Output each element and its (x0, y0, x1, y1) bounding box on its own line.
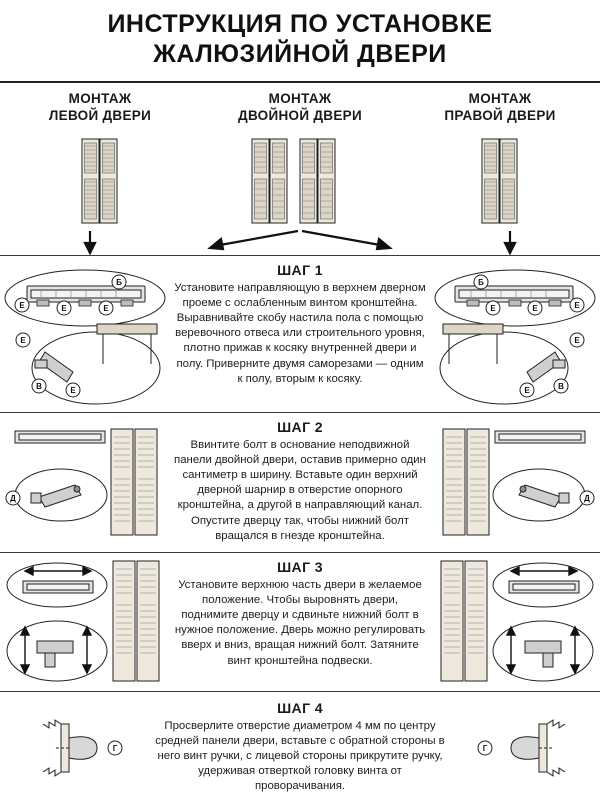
louvered-door-double-icon (240, 135, 360, 227)
step-4-text-block (150, 694, 450, 803)
step4-left-knob-icon (15, 718, 135, 778)
step-1-text: Установите направляющую в верхнем дверном проеме с ослабленным винтом кронштейна. Выравнивайте скобу настила пола с помощью веревочного отвеса или строительного уровня, плотно прижав к косяку внутренней двери и полу. Привepните двумя саморезами — одним к полу, вторым к косяку. (174, 281, 426, 385)
step-4-left-illustration (0, 718, 150, 778)
column-header-double (200, 91, 400, 125)
door-illustrations-row (0, 127, 600, 229)
step-3-left-illustration (0, 553, 170, 691)
svg-text:В: В (36, 381, 42, 391)
svg-text:Е: Е (574, 335, 580, 345)
step-1-text-block (170, 256, 430, 412)
svg-text:Е: Е (490, 303, 496, 313)
step3-right-detail-icon (431, 557, 599, 687)
svg-text:Е: Е (20, 335, 26, 345)
step-4-title: ШАГ 4 (277, 699, 323, 716)
step-3-text: Установите верхнюю часть двери в желаемое положение. Чтобы выровнять двери, поднимите дверцу и сдвиньте нижний болт в нужное положение. Дверь можно регулировать вверх и вниз, вращая нижний болт. Затяните винт кронштейна подвески. (174, 578, 426, 667)
svg-text:Г: Г (482, 744, 488, 754)
svg-text:Е: Е (103, 303, 109, 313)
step4-right-knob-icon (465, 718, 585, 778)
door-cell-right (400, 135, 600, 227)
step1-left-detail-icon (1, 260, 169, 408)
step3-left-detail-icon (1, 557, 169, 687)
column-header-right (400, 91, 600, 125)
door-cell-double (200, 135, 400, 227)
step-3-title: ШАГ 3 (277, 558, 323, 575)
title-line-1: ИНСТРУКЦИЯ ПО УСТАНОВКЕ (107, 10, 493, 38)
step-4-right-illustration (450, 718, 600, 778)
flow-arrows (0, 229, 600, 255)
step-2-text-block (170, 413, 430, 552)
svg-text:Е: Е (70, 385, 76, 395)
svg-text:Е: Е (19, 300, 25, 310)
step-2-right-illustration (430, 413, 600, 552)
column-header-left (0, 91, 200, 125)
step2-left-detail-icon (1, 423, 169, 541)
step2-right-detail-icon (431, 423, 599, 541)
column-headers (0, 83, 600, 127)
step-4 (0, 691, 600, 803)
column-header-right-line2: ПРАВОЙ ДВЕРИ (444, 107, 556, 123)
louvered-door-right-icon (464, 135, 536, 227)
step-4-text: Просверлите отверстие диаметром 4 мм по центру средней панели двери, вставьте с обратной стороны в него винт ручки, с лицевой стороны прикрутите ручку, удерживая отверткой головку винта от проворачивания. (155, 719, 445, 793)
column-header-double-line2: ДВОЙНОЙ ДВЕРИ (238, 107, 362, 123)
svg-text:Е: Е (532, 303, 538, 313)
step-3 (0, 552, 600, 691)
step-1-right-illustration (430, 256, 600, 412)
svg-text:Д: Д (584, 494, 590, 504)
step-1 (0, 255, 600, 412)
step-2-text: Ввинтите болт в основание неподвижной панели двойной двери, оставив примерно один сантиметр в ширину. Вставьте один верхний дверной шарнир в отверстие опорного кронштейна, а другой в направляющий канал. Опустите дверцу так, чтобы нижний болт вращался в гнезде кронштейна. (174, 438, 426, 542)
step-2 (0, 412, 600, 552)
arrows-icon (0, 229, 600, 255)
page-title (0, 0, 600, 75)
column-header-left-line2: ЛЕВОЙ ДВЕРИ (48, 107, 152, 123)
svg-text:Г: Г (112, 744, 118, 754)
svg-text:Б: Б (116, 277, 122, 287)
column-header-left-line1: МОНТАЖ (68, 91, 132, 106)
step-3-text-block (170, 553, 430, 691)
step-1-title: ШАГ 1 (277, 261, 323, 278)
svg-text:В: В (558, 381, 564, 391)
door-cell-left (0, 135, 200, 227)
svg-text:Д: Д (10, 494, 16, 504)
step-2-left-illustration (0, 413, 170, 552)
step-2-title: ШАГ 2 (277, 418, 323, 435)
column-header-double-line1: МОНТАЖ (268, 91, 332, 106)
column-header-right-line1: МОНТАЖ (468, 91, 532, 106)
step1-right-detail-icon (431, 260, 599, 408)
svg-text:Е: Е (61, 303, 67, 313)
title-line-2: ЖАЛЮЗИЙНОЙ ДВЕРИ (153, 39, 447, 68)
louvered-door-left-icon (64, 135, 136, 227)
svg-text:Е: Е (574, 300, 580, 310)
step-1-left-illustration (0, 256, 170, 412)
svg-text:Е: Е (524, 385, 530, 395)
svg-text:Б: Б (478, 277, 484, 287)
step-3-right-illustration (430, 553, 600, 691)
